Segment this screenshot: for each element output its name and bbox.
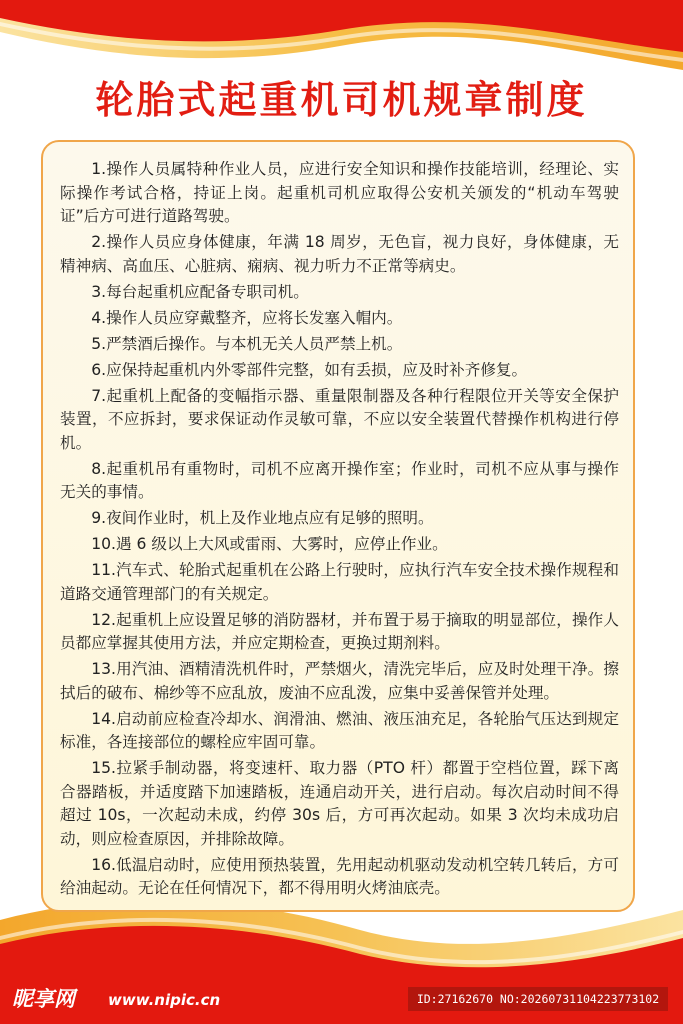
page-title: 轮胎式起重机司机规章制度 <box>95 78 588 122</box>
rule-item: 1.操作人员属特种作业人员，应进行安全知识和操作技能培训，经理论、实际操作考试合格，持证上岗。起重机司机应取得公安机关颁发的“机动车驾驶证”后方可进行道路驾驶。 <box>60 160 619 225</box>
rule-item: 3.每台起重机应配备专职司机。 <box>91 282 309 301</box>
rule-item: 5.严禁酒后操作。与本机无关人员严禁上机。 <box>91 334 403 353</box>
rule-item: 7.起重机上配备的变幅指示器、重量限制器及各种行程限位开关等安全保护装置，不应拆封，要求保证动作灵敏可靠，不应以安全装置代替操作机构进行停机。 <box>60 386 619 452</box>
rule-item: 2.操作人员应身体健康，年满 18 周岁，无色盲，视力良好，身体健康，无精神病、高血压、心脏病、痫病、视力听力不正常等病史。 <box>60 233 619 275</box>
rule-item: 12.起重机上应设置足够的消防器材，并布置于易于摘取的明显部位，操作人员都应掌握其使用方法，并应定期检查，更换过期剂料。 <box>60 610 619 652</box>
rule-item: 6.应保持起重机内外零部件完整，如有丢损，应及时补齐修复。 <box>91 360 528 379</box>
rule-item: 13.用汽油、酒精清洗机件时，严禁烟火，清洗完毕后，应及时处理干净。擦拭后的破布、棉纱等不应乱放，废油不应乱泼，应集中妥善保管并处理。 <box>60 660 619 702</box>
rule-item: 16.低温启动时，应使用预热装置，先用起动机驱动发动机空转几转后，方可给油起动。无论在任何情况下，都不得用明火烤油底壳。 <box>60 855 619 897</box>
rule-item: 9.夜间作业时，机上及作业地点应有足够的照明。 <box>91 509 434 527</box>
watermark-url: www.nipic.cn <box>108 991 221 1009</box>
watermark-id: ID:27162670 NO:20260731104223773102 <box>408 987 668 1011</box>
watermark-bar <box>0 984 683 1024</box>
watermark-logo: 昵享网 <box>12 987 75 1011</box>
rule-item: 14.启动前应检查冷却水、润滑油、燃油、液压油充足，各轮胎气压达到规定标准，各连接部位的螺栓应牢固可靠。 <box>60 709 619 751</box>
rule-item: 4.操作人员应穿戴整齐，应将长发塞入帽内。 <box>91 308 403 327</box>
rule-item: 11.汽车式、轮胎式起重机在公路上行驶时，应执行汽车安全技术操作规程和道路交通管理部门的有关规定。 <box>60 561 619 603</box>
rule-item: 8.起重机吊有重物时，司机不应离开操作室；作业时，司机不应从事与操作无关的事情。 <box>60 459 619 501</box>
rule-item: 15.拉紧手制动器，将变速杆、取力器（PTO 杆）都置于空档位置，踩下离合器踏板，并适度踏下加速踏板，连通启动开关，进行启动。每次启动时间不得超过 10s，一次起动未成，约停 30s 后，方可再次起动。如果 3 次均未成功启动，则应检查原因，并排除故障。 <box>60 759 619 848</box>
rule-item: 10.遇 6 级以上大风或雷雨、大雾时，应停止作业。 <box>91 535 448 553</box>
rules-panel <box>41 140 635 912</box>
